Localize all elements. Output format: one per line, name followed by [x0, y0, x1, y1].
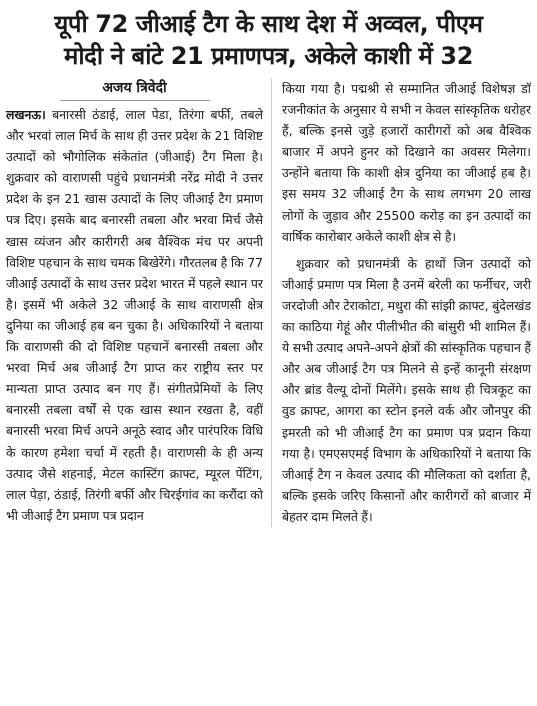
- right-paragraph-1: किया गया है। पद्मश्री से सम्मानित जीआई विशेषज्ञ डॉ रजनीकांत के अनुसार ये सभी न केवल सांस्कृतिक धरोहर हैं, बल्कि इनसे जुड़े हजारों कारीगरों को अब वैश्विक बाजार में अपने हुनर को दिखाने का अवसर मिलेगा। उन्होंने बताया कि काशी क्षेत्र दुनिया का जीआई हब है। इस समय 32 जीआई टैग के साथ लगभग 20 लाख लोगों के जुड़ाव और 25500 करोड़ का इन उत्पादों का वार्षिक कारोबार अकेले काशी क्षेत्र से है।: [282, 81, 531, 244]
- left-column: [6, 78, 271, 527]
- left-paragraph-text: बनारसी ठंडाई, लाल पेडा, तिरंगा बर्फी, तबले और भरवां लाल मिर्च के साथ ही उत्तर प्रदेश के 21 विशिष्ट उत्पादों को भौगोलिक संकेतांत (जीआई) टैग मिला है। शुक्रवार को वाराणसी पहुंचे प्रधानमंत्री नरेंद्र मोदी ने उत्तर प्रदेश के इन 21 खास उत्पादों के लिए जीआई टैग प्रमाण पत्र दिए। इसके बाद बनारसी तबला और भरवा मिर्च जैसे खास व्यंजन और कारीगरी अब वैश्विक मंच पर अपनी विशिष्ट पहचान के साथ चमक बिखेरेंगे। गौरतलब है कि 77 जीआई उत्पादों के साथ उत्तर प्रदेश भारत में पहले स्थान पर है। इसमें भी अकेले 32 जीआई के साथ वाराणसी क्षेत्र दुनिया का जीआई हब बन चुका है। अधिकारियों ने बताया कि वाराणसी की दो विशिष्ट पहचानें बनारसी तबला और भरवा मिर्च अब जीआई टैग प्राप्त कर राष्ट्रीय स्तर पर मान्यता प्राप्त उत्पाद बन गए हैं। संगीतप्रेमियों के लिए बनारसी तबला वर्षों से एक खास स्थान रखता है, वहीं बनारसी भरवा मिर्च अपने अनूठे स्वाद और पारंपरिक विधि के कारण हमेशा चर्चा में रहती है। वाराणसी के ही अन्य उत्पाद जैसे शहनाई, मेटल कास्टिंग क्राफ्ट, म्यूरल पेंटिंग, लाल पेड़ा, ठंडाई, तिरंगी बर्फी और चिरईगांव का करौंदा को भी जीआई टैग प्रमाण पत्र प्रदान: [6, 107, 263, 523]
- byline-divider: [60, 100, 210, 101]
- right-column: [271, 78, 531, 527]
- right-paragraph-2: शुक्रवार को प्रधानमंत्री के हाथों जिन उत्पादों को जीआई प्रमाण पत्र मिला है उनमें बरेली का फर्नीचर, जरी जरदोजी और टेराकोटा, मथुरा की सांझी क्राफ्ट, बुंदेलखंड का काठिया गेहूं और पीलीभीत की बांसुरी भी शामिल हैं। ये सभी उत्पाद अपने-अपने क्षेत्रों की सांस्कृतिक पहचान हैं और अब जीआई टैग पत्र मिलने से इन्हें कानूनी संरक्षण और ब्रांड वैल्यू दोनों मिलेंगे। इसके साथ ही चित्रकूट का वुड क्राफ्ट, आगरा का स्टोन इनले वर्क और जौनपुर की इमरती को भी जीआई टैग का प्रमाण पत्र प्रदान किया गया है। एमएसएमई विभाग के अधिकारियों ने बताया कि जीआई टैग न केवल उत्पाद की मौलिकता को दर्शाता है, बल्कि इसके जरिए किसानों और कारीगरों को बाजार में बेहतर दाम मिलते हैं।: [282, 255, 531, 524]
- headline-line-2: मोदी ने बांटे 21 प्रमाणपत्र, अकेले काशी में 32: [63, 42, 474, 70]
- headline: [6, 8, 531, 72]
- dateline: लखनऊ।: [6, 107, 46, 122]
- headline-line-1: यूपी 72 जीआई टैग के साथ देश में अव्वल, पीएम: [54, 10, 483, 38]
- byline: अजय त्रिवेदी: [102, 80, 167, 96]
- left-paragraph: [6, 104, 263, 526]
- article-body: [6, 78, 531, 527]
